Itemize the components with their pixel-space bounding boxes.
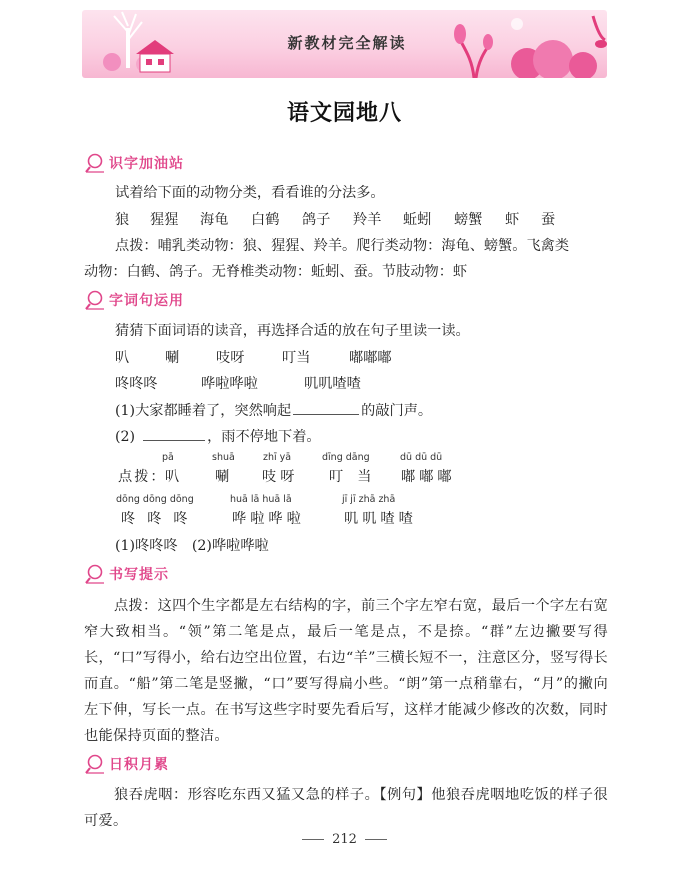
word: 唰: [165, 350, 180, 366]
magnifier-icon: [84, 563, 106, 585]
section-heading-label: 字词句运用: [109, 293, 184, 309]
word: 咚咚咚: [115, 376, 158, 392]
pinyin: dīng dāng: [322, 452, 370, 463]
answer-blank[interactable]: [293, 400, 359, 415]
pinyin-hanzi: 叽叽喳喳: [344, 511, 417, 527]
answer-text: (1)咚咚咚 (2)哗啦哗啦: [115, 538, 269, 554]
word: 叮当: [282, 350, 311, 366]
pinyin: jī jī zhā zhā: [342, 494, 396, 505]
footer-dash: [365, 839, 387, 840]
pinyin: dū dū dū: [400, 452, 443, 463]
magnifier-icon: [84, 289, 106, 311]
animal-word: 羚羊: [353, 212, 382, 228]
magnifier-icon: [84, 152, 106, 174]
pinyin-hanzi: 叮当: [329, 469, 386, 485]
word: 叽叽喳喳: [304, 376, 361, 392]
header-banner: [82, 10, 607, 78]
pinyin-hanzi: 唰: [215, 469, 234, 485]
pinyin: pā: [162, 452, 174, 463]
writing-tips-text: 点拨：这四个生字都是左右结构的字，前三个字左窄右宽，最后一个字左右宽窄大致相当。“领”第二笔是点，最后一笔是点，不是捺。“群”左边撇要写得长，“口”写得小，给右边空出位置，右边“羊”三横长短不一，注意区分，竖写得长而直。“船”第二笔是竖撇，“口”要写得扁小些。“朗”第一点稍靠右，“月”的撇向左下伸，写长一点。在书写这些字时要先看后写，这样才能减少修改的次数，同时也能保持页面的整洁。: [84, 598, 608, 744]
question-2: [115, 426, 321, 447]
pinyin-hanzi: 叭: [165, 469, 184, 485]
book-title: 新教材完全解读: [287, 34, 407, 52]
animal-word: 螃蟹: [454, 212, 483, 228]
word: 吱呀: [216, 350, 245, 366]
animal-word: 鸽子: [302, 212, 331, 228]
page-title: 语文园地八: [286, 100, 402, 126]
section-heading-label: 日积月累: [109, 757, 169, 773]
animal-word: 蚯蚓: [403, 212, 432, 228]
hint-text: 点拨：哺乳类动物：狼、猩猩、羚羊。爬行类动物：海龟、螃蟹。飞禽类: [115, 238, 570, 254]
animal-word: 虾: [505, 212, 520, 228]
animal-word: 白鹤: [251, 212, 280, 228]
section-heading-4: [84, 753, 169, 775]
answer-blank[interactable]: [143, 426, 205, 441]
pinyin-hanzi: 咚咚咚: [121, 511, 200, 527]
pinyin: huā lā huā lā: [230, 494, 292, 505]
instruction-text: 试着给下面的动物分类，看看谁的分法多。: [115, 185, 385, 201]
bush-icon: [497, 10, 607, 78]
pinyin-hanzi: 嘟嘟嘟: [401, 469, 456, 485]
magnifier-icon: [84, 753, 106, 775]
word: 嘟嘟嘟: [349, 350, 392, 366]
animal-word: 猩猩: [150, 212, 179, 228]
pinyin: shuā: [212, 452, 235, 463]
section-heading-3: [84, 563, 169, 585]
question-text: (2): [115, 429, 136, 445]
footer-dash: [302, 839, 324, 840]
house-icon: [130, 36, 180, 76]
section-heading-1: [84, 152, 184, 174]
animal-word: 蚕: [541, 212, 556, 228]
pinyin: dōng dōng dōng: [116, 494, 194, 505]
instruction-text: 猜猜下面词语的读音，再选择合适的放在句子里读一读。: [115, 323, 470, 339]
word: 叭: [115, 350, 130, 366]
page-number: 212: [332, 832, 357, 847]
question-1: [115, 400, 432, 421]
animal-word: 狼: [115, 212, 130, 228]
section-heading-2: [84, 289, 184, 311]
hint-label: 点拨：: [118, 469, 167, 485]
animal-word: 海龟: [200, 212, 229, 228]
question-text: (1)大家都睡着了，突然响起: [115, 403, 292, 419]
pinyin-hanzi: 吱呀: [262, 469, 299, 485]
hint-text: 动物：白鹤、鸽子。无脊椎类动物：蚯蚓、蚕。节肢动物：虾: [84, 264, 468, 280]
plant-icon: [454, 18, 494, 78]
idiom-text: 狼吞虎咽：形容吃东西又猛又急的样子。【例句】他狼吞虎咽地吃饭的样子很可爱。: [84, 787, 608, 829]
word: 哗啦哗啦: [201, 376, 258, 392]
question-text: 的敲门声。: [361, 403, 433, 419]
question-text: ，雨不停地下着。: [207, 429, 321, 445]
section-heading-label: 书写提示: [109, 567, 169, 583]
pinyin: zhī yā: [263, 452, 292, 463]
section-heading-label: 识字加油站: [109, 156, 184, 172]
page-footer: [0, 832, 689, 847]
pinyin-hanzi: 哗啦哗啦: [232, 511, 305, 527]
